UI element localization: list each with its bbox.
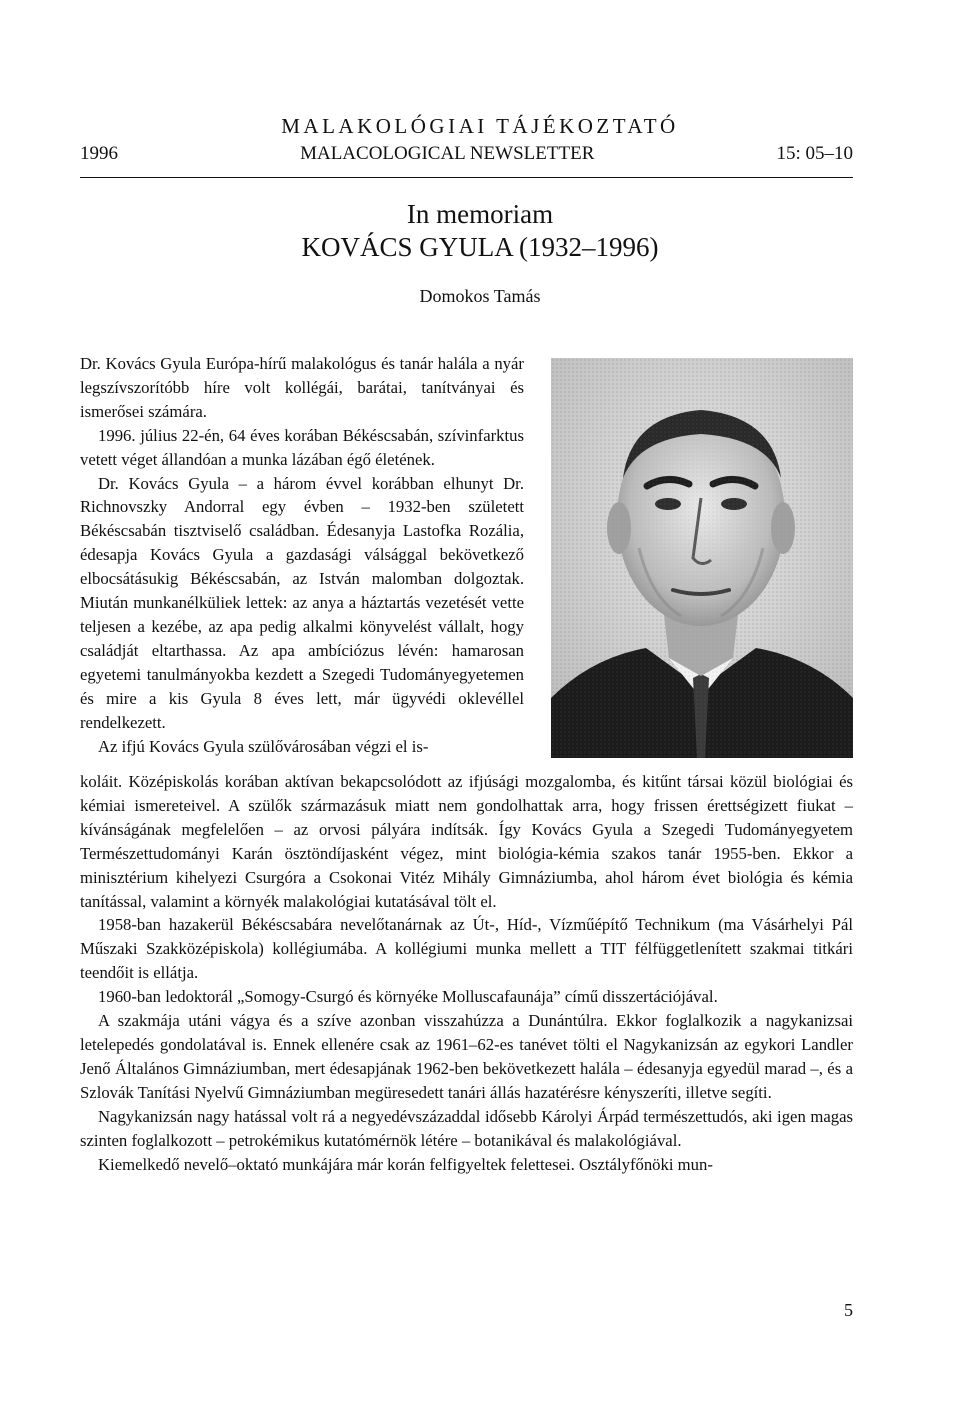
- body-paragraph: 1958-ban hazakerül Békéscsabára nevelőtanárnak az Út-, Híd-, Vízműépítő Technikum (ma Vásárhelyi Pál Műszaki Szakközépiskola) kollégiumába. A kollégiumi munka mellett a TIT félfüggetlenített szakmai titkári teendőit is ellátja.: [80, 915, 853, 983]
- article-body-left-column: [80, 352, 524, 758]
- body-paragraph: 1960-ban ledoktorál „Somogy-Csurgó és környéke Molluscafaunája” című disszertációjával.: [98, 987, 718, 1007]
- portrait-image: [551, 358, 853, 758]
- article-author: Domokos Tamás: [419, 286, 541, 306]
- header-rule: [80, 177, 853, 178]
- journal-title-hungarian: MALAKOLÓGIAI TÁJÉKOZTATÓ: [281, 114, 679, 138]
- body-paragraph: Nagykanizsán nagy hatással volt rá a negyedévszázaddal idősebb Károlyi Árpád természettudós, aki igen magas szinten foglalkozott – petrokémikus kutatómérnök létére – botanikával és malakológiával.: [80, 1106, 853, 1150]
- portrait-photo: [551, 358, 853, 758]
- article-title: [0, 198, 960, 264]
- body-paragraph: koláit. Középiskolás korában aktívan bekapcsolódott az ifjúsági mozgalomba, és kitűnt társai közül biológiai és kémiai ismereteivel. A szülők származásuk miatt nem gondolhattak arra, hogy frissen érettségizett fiukat – kívánságának megfelelően – az orvosi pályára indítsák. Így Kovács Gyula a Szegedi Tudományegyetem Természettudományi Karán ösztöndíjasként végez, mint biológia-kémia szakos tanár 1955-ben. Ekkor a minisztérium kihelyezi Csurgóra a Csokonai Vitéz Mihály Gimnáziumba, ahol három évet biológia és kémia tanítással, valamint a környék malakológiai kutatásával tölt el.: [80, 772, 853, 911]
- body-paragraph: A szakmája utáni vágya és a szíve azonban visszahúzza a Dunántúlra. Ekkor foglalkozik a nagykanizsai letelepedés gondolatával is. Ennek ellenére csak az 1961–62-es tanévet tölti el Nagykanizsán az egykori Landler Jenő Általános Gimnáziumban, mert édesapjának 1962-ben bekövetkezett halála – édesanyja egyedül marad –, és a Szlovák Tanítási Nyelvű Gimnáziumban megüresedett tanári állás hazatérésre kényszeríti, illetve segíti.: [80, 1011, 853, 1102]
- article-title-line2: KOVÁCS GYULA (1932–1996): [301, 232, 659, 262]
- header-issue-pages: 15: 05–10: [776, 143, 853, 164]
- body-paragraph: Kiemelkedő nevelő–oktató munkájára már korán felfigyeltek felettesei. Osztályfőnöki mun-: [98, 1154, 713, 1174]
- article-title-line1: In memoriam: [406, 199, 554, 229]
- body-paragraph: Dr. Kovács Gyula Európa-hírű malakológus és tanár halála a nyár legszívszorítóbb híre volt kollégái, barátai, tanítványai és ismerősei számára.: [80, 354, 524, 421]
- body-paragraph: 1996. július 22-én, 64 éves korában Békéscsabán, szívinfarktus vetett véget állandóan a munka lázában égő életének.: [80, 425, 524, 469]
- journal-title-english: MALACOLOGICAL NEWSLETTER: [300, 143, 595, 164]
- page-number: 5: [844, 1300, 853, 1320]
- body-paragraph: Dr. Kovács Gyula – a három évvel korábban elhunyt Dr. Richnovszky Andorral egy évben – 1932-ben született Békéscsabán tisztviselő családban. Édesanyja Lastofka Rozália, édesapja Kovács Gyula a gazdasági válsággal bekövetkező elbocsátásukig Békéscsabán, az István malomban dolgoztak. Miután munkanélküliek lettek: az anya a háztartás vezetését vette teljesen a kezébe, az apa pedig alkalmi könyvelést vállalt, hogy családját eltarthassa. Az apa ambíciózus lévén: hamarosan egyetemi tanulmányokba kezdett a Szegedi Tudományegyetemen és mire a kis Gyula 8 éves lett, már ügyvédi oklevéllel rendelkezett.: [80, 473, 524, 732]
- running-header: [80, 143, 853, 165]
- body-paragraph: Az ifjú Kovács Gyula szülővárosában végzi el is-: [98, 736, 429, 756]
- article-body-full-width: [80, 770, 853, 1176]
- header-year: 1996: [80, 143, 118, 164]
